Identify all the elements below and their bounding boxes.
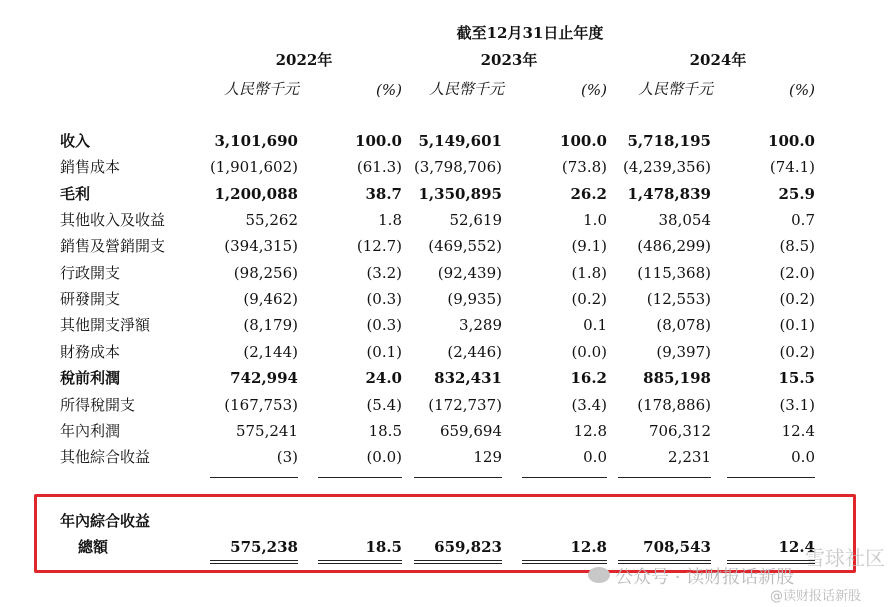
cell-value: (0.2) — [779, 290, 815, 308]
row-label: 所得稅開支 — [60, 396, 136, 414]
year-header: 2024年 — [689, 51, 747, 69]
total-value: 708,543 — [643, 538, 711, 556]
total-double-rule — [318, 560, 402, 564]
cell-value: 1,350,895 — [418, 185, 502, 203]
row-label: 銷售成本 — [60, 158, 121, 176]
cell-value: 575,241 — [235, 422, 298, 440]
cell-value: 15.5 — [778, 369, 815, 387]
total-double-rule — [414, 560, 502, 564]
unit-label: 人民幣千元 — [429, 80, 505, 98]
subtotal-rule — [318, 477, 402, 478]
pct-label: (%) — [376, 81, 402, 99]
cell-value: (9,397) — [656, 343, 711, 361]
watermark-handle: @读财报话新股 — [770, 589, 862, 604]
cell-value: (3.1) — [779, 396, 815, 414]
cell-value: (0.1) — [779, 316, 815, 334]
cell-value: (5.4) — [366, 396, 402, 414]
cell-value: 5,718,195 — [627, 132, 711, 150]
total-value: 18.5 — [365, 538, 402, 556]
cell-value: (74.1) — [769, 158, 815, 176]
cell-value: (0.1) — [366, 343, 402, 361]
row-label: 銷售及營銷開支 — [60, 237, 166, 255]
total-value: 12.4 — [778, 538, 815, 556]
cell-value: (115,368) — [637, 264, 711, 282]
cell-value: 1,200,088 — [214, 185, 298, 203]
year-header: 2022年 — [275, 51, 333, 69]
cell-value: (167,753) — [224, 396, 298, 414]
row-label: 年內利潤 — [60, 422, 121, 440]
cell-value: (92,439) — [437, 264, 502, 282]
cell-value: 25.9 — [778, 185, 815, 203]
cell-value: 38,054 — [658, 211, 711, 229]
cell-value: 1,478,839 — [627, 185, 711, 203]
cell-value: (0.3) — [366, 290, 402, 308]
subtotal-rule — [522, 477, 607, 478]
total-double-rule — [522, 560, 607, 564]
cell-value: 18.5 — [368, 422, 402, 440]
cell-value: (12,553) — [646, 290, 711, 308]
cell-value: 52,619 — [449, 211, 502, 229]
cell-value: (2,446) — [447, 343, 502, 361]
watermark-line: 公众号 · 读财报话新股 — [615, 567, 795, 588]
watermark-corner: 雪球社区 — [805, 546, 885, 570]
cell-value: (2,144) — [243, 343, 298, 361]
total-label-sub: 總額 — [78, 538, 109, 556]
cell-value: (98,256) — [233, 264, 298, 282]
cell-value: 832,431 — [434, 369, 502, 387]
cell-value: (469,552) — [428, 237, 502, 255]
row-label: 研發開支 — [60, 290, 121, 308]
cell-value: 0.0 — [583, 448, 607, 466]
row-label: 稅前利潤 — [60, 369, 121, 387]
cell-value: (73.8) — [561, 158, 607, 176]
cell-value: 100.0 — [355, 132, 402, 150]
cell-value: (9.1) — [571, 237, 607, 255]
total-label: 年內綜合收益 — [60, 512, 151, 530]
cell-value: 16.2 — [570, 369, 607, 387]
cell-value: (1.8) — [571, 264, 607, 282]
cell-value: 3,289 — [459, 316, 502, 334]
subtotal-rule — [210, 477, 298, 478]
cell-value: 100.0 — [560, 132, 607, 150]
cell-value: (0.2) — [571, 290, 607, 308]
cell-value: 1.8 — [378, 211, 402, 229]
cell-value: (1,901,602) — [209, 158, 298, 176]
cell-value: (0.2) — [779, 343, 815, 361]
cell-value: (3.4) — [571, 396, 607, 414]
total-value: 659,823 — [434, 538, 502, 556]
cell-value: 5,149,601 — [418, 132, 502, 150]
cell-value: (394,315) — [224, 237, 298, 255]
cell-value: (0.0) — [571, 343, 607, 361]
cell-value: 12.8 — [573, 422, 607, 440]
cell-value: 100.0 — [768, 132, 815, 150]
cell-value: (8,078) — [656, 316, 711, 334]
cell-value: (2.0) — [779, 264, 815, 282]
cell-value: 129 — [473, 448, 502, 466]
year-header: 2023年 — [480, 51, 538, 69]
cell-value: (4,239,356) — [622, 158, 711, 176]
total-double-rule — [210, 560, 298, 564]
subtotal-rule — [618, 477, 711, 478]
cell-value: 24.0 — [365, 369, 402, 387]
cell-value: 0.7 — [791, 211, 815, 229]
row-label: 財務成本 — [60, 343, 121, 361]
cell-value: (486,299) — [637, 237, 711, 255]
subtotal-rule — [414, 477, 502, 478]
cell-value: 0.1 — [583, 316, 607, 334]
row-label: 毛利 — [60, 185, 91, 203]
total-value: 12.8 — [570, 538, 607, 556]
cell-value: (0.3) — [366, 316, 402, 334]
row-label: 其他開支淨額 — [60, 316, 151, 334]
cell-value: 885,198 — [643, 369, 711, 387]
cell-value: 0.0 — [791, 448, 815, 466]
cell-value: (0.0) — [366, 448, 402, 466]
unit-label: 人民幣千元 — [224, 80, 300, 98]
cell-value: (172,737) — [428, 396, 502, 414]
row-label: 其他收入及收益 — [60, 211, 166, 229]
cell-value: 706,312 — [648, 422, 711, 440]
cell-value: (3) — [276, 448, 298, 466]
cell-value: (3.2) — [366, 264, 402, 282]
unit-label: 人民幣千元 — [638, 80, 714, 98]
cell-value: 26.2 — [570, 185, 607, 203]
cell-value: (9,935) — [447, 290, 502, 308]
total-value: 575,238 — [230, 538, 298, 556]
cell-value: (8,179) — [243, 316, 298, 334]
row-label: 其他綜合收益 — [60, 448, 151, 466]
cell-value: 1.0 — [583, 211, 607, 229]
pct-label: (%) — [581, 81, 607, 99]
cell-value: 3,101,690 — [214, 132, 298, 150]
cell-value: (12.7) — [356, 237, 402, 255]
cell-value: (9,462) — [243, 290, 298, 308]
cell-value: (178,886) — [637, 396, 711, 414]
pct-label: (%) — [789, 81, 815, 99]
cell-value: 742,994 — [230, 369, 298, 387]
cell-value: (3,798,706) — [413, 158, 502, 176]
cell-value: 55,262 — [245, 211, 298, 229]
cell-value: 38.7 — [365, 185, 402, 203]
period-header: 截至12月31日止年度 — [456, 24, 604, 42]
cell-value: 659,694 — [439, 422, 502, 440]
watermark-logo-icon — [588, 567, 610, 583]
row-label: 行政開支 — [60, 264, 121, 282]
row-label: 收入 — [60, 132, 91, 150]
cell-value: 12.4 — [781, 422, 815, 440]
cell-value: (61.3) — [356, 158, 402, 176]
cell-value: (8.5) — [779, 237, 815, 255]
cell-value: 2,231 — [668, 448, 711, 466]
subtotal-rule — [727, 477, 815, 478]
